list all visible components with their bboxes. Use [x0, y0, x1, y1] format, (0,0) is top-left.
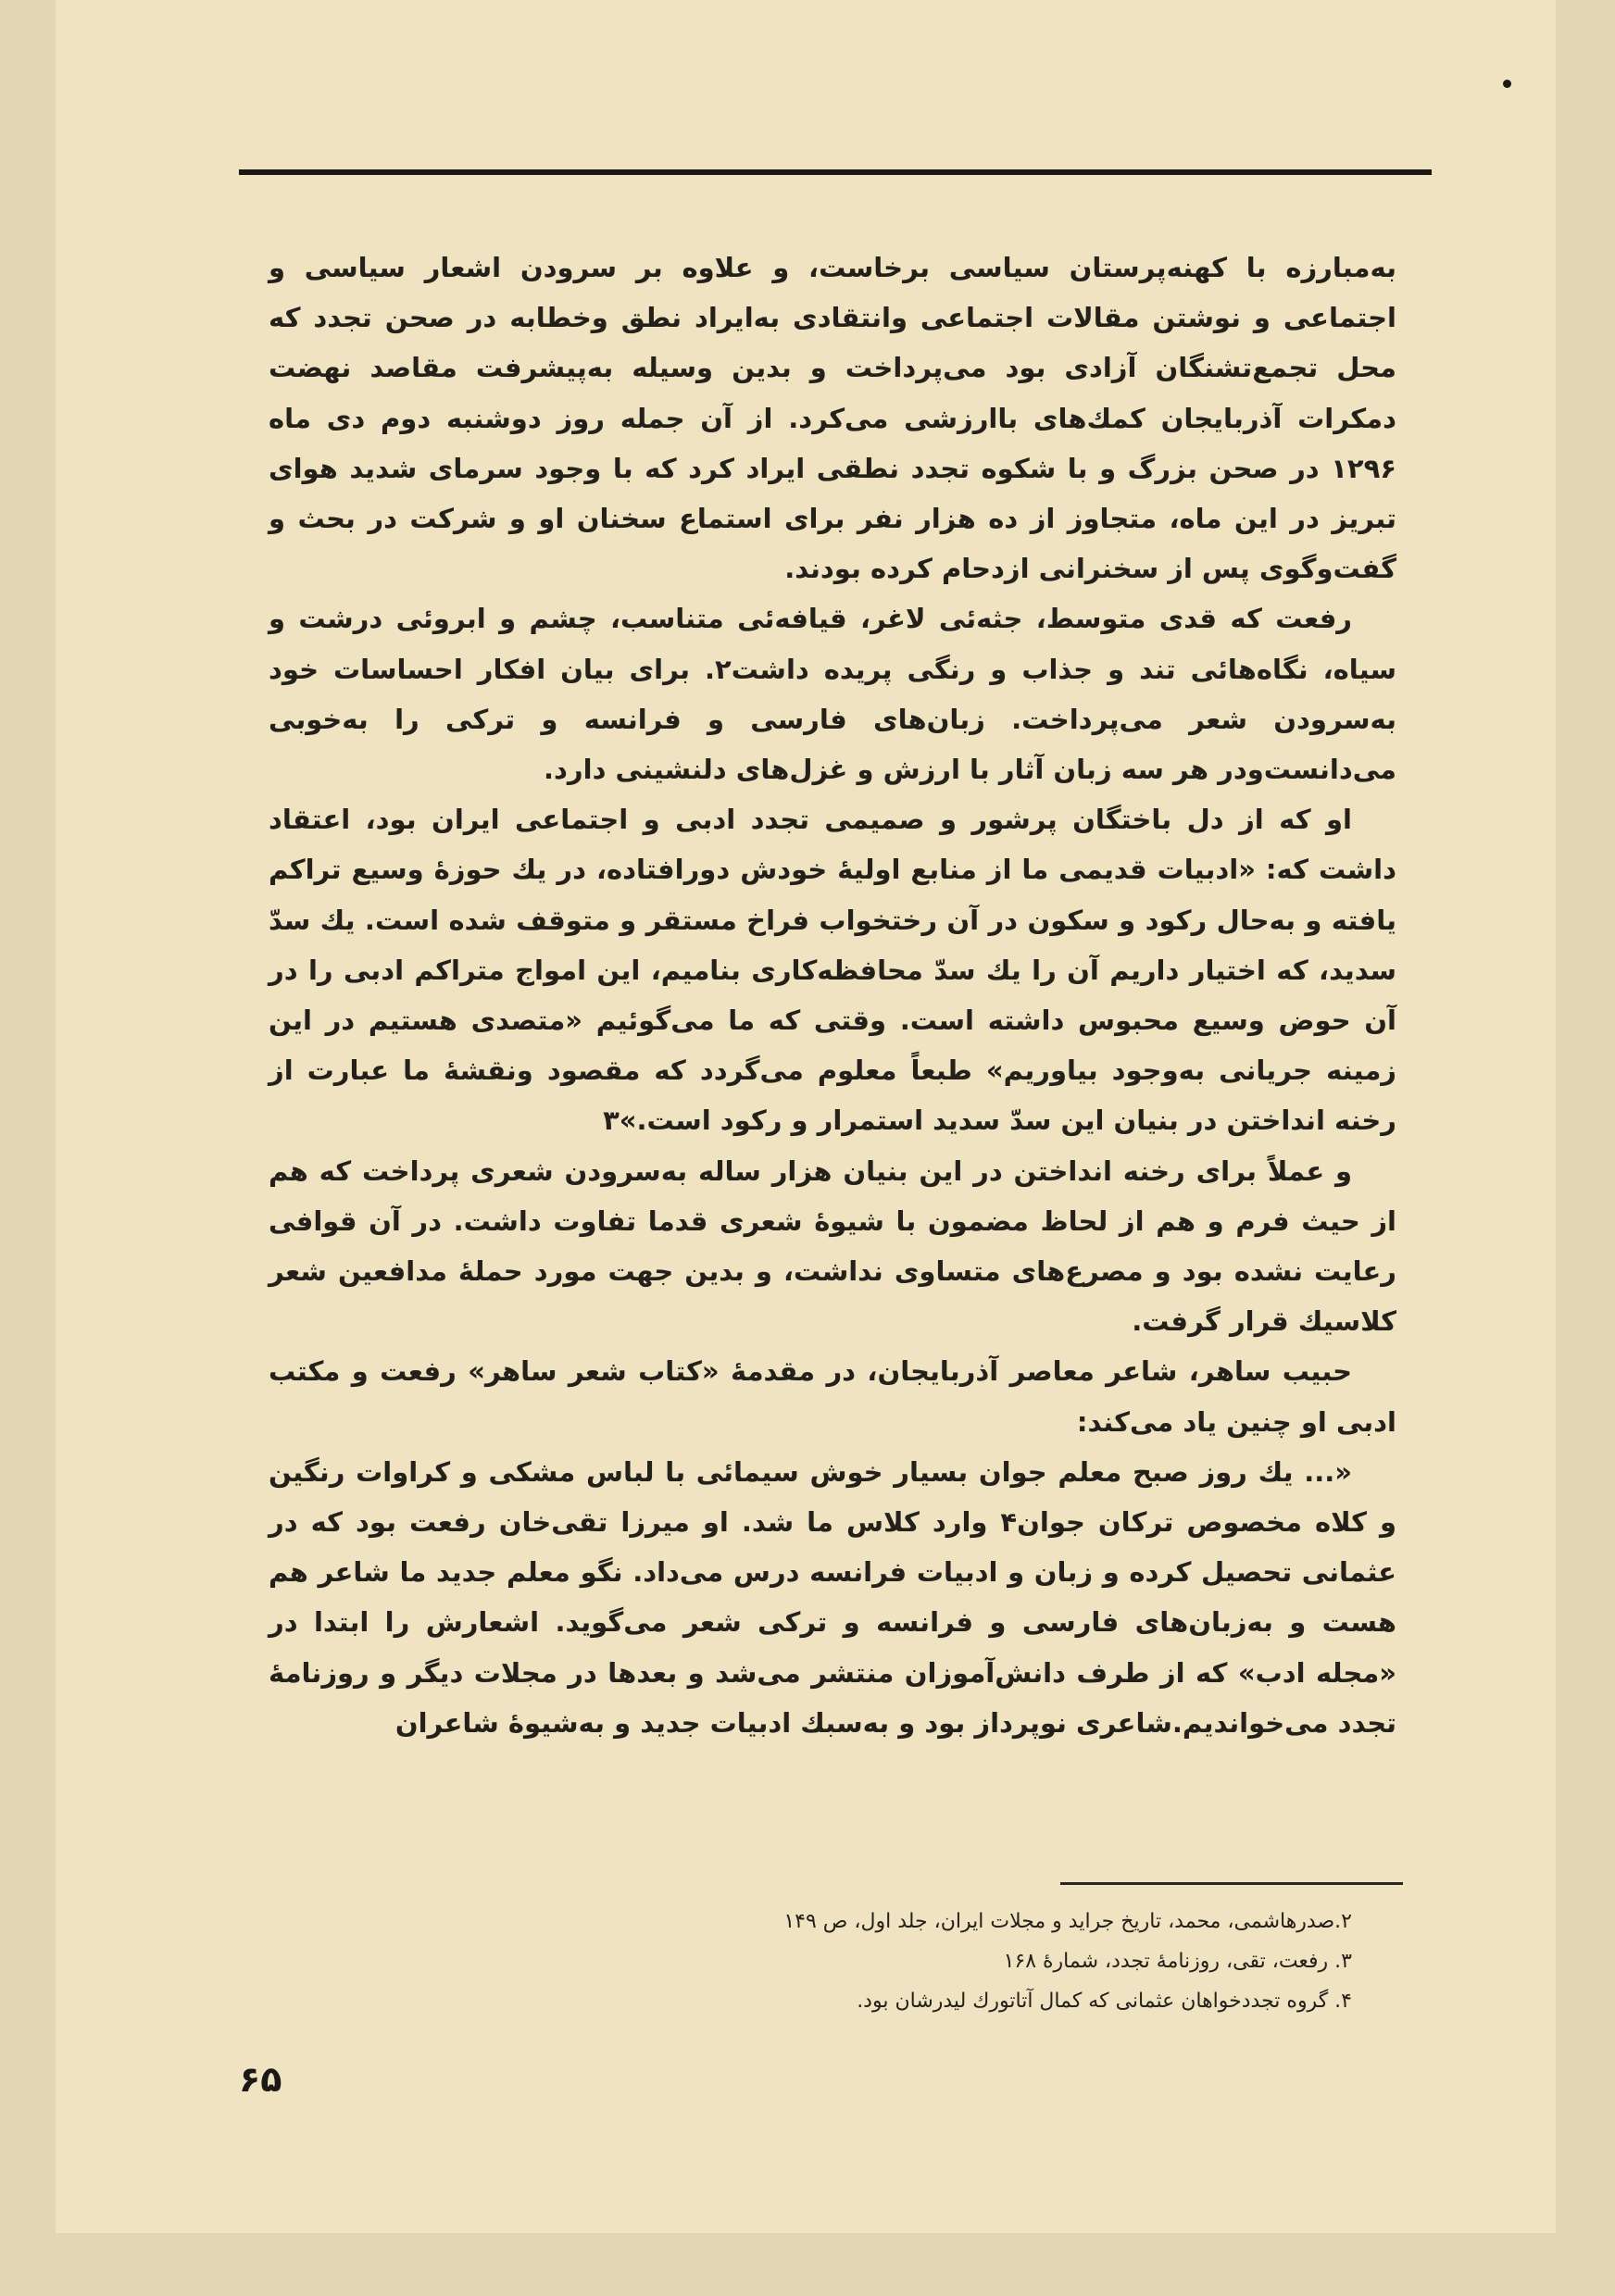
ink-dot	[1503, 80, 1511, 88]
footnote-3: ۳. رفعت، تقی، روزنامهٔ تجدد، شمارهٔ ۱۶۸	[1003, 1950, 1352, 1973]
paragraph-5: حبیب ساهر، شاعر معاصر آذربایجان، در مقدمهٔ «کتاب شعر ساهر» رفعت و مکتب ادبی او چنین یاد می‌کند:	[269, 1355, 1396, 1438]
footnotes	[648, 1902, 1352, 2021]
paragraph-1: به‌مبارزه با کهنه‌پرستان سیاسی برخاست، و علاوه بر سرودن اشعار سیاسی و اجتماعی و نوشتن مقالات اجتماعی وانتقادی به‌ایراد نطق وخطابه در صحن تجدد که محل تجمع‌تشنگان آزادی بود می‌پرداخت و بدین وسیله به‌پیشرفت مقاصد نهضت دمکرات آذربایجان کمك‌های باارزشی می‌کرد. از آن جمله روز دوشنبه دوم دی ماه ۱۲۹۶ در صحن بزرگ و با شکوه تجدد نطقی ایراد کرد که با وجود سرمای شدید هوای تبریز در این ماه، متجاوز از ده هزار نفر برای استماع سخنان او و شرکت در بحث و گفت‌وگوی پس از سخنرانی ازدحام کرده بودند.	[269, 252, 1396, 585]
paragraph-4: و عملاً برای رخنه انداختن در این بنیان هزار ساله به‌سرودن شعری پرداخت که هم از حیث فرم و هم از لحاظ مضمون با شیوهٔ شعری قدما تفاوت داشت. در آن قوافی رعایت نشده بود و مصرع‌های متساوی نداشت، و بدین جهت مورد حملهٔ مدافعین شعر کلاسیك قرار گرفت.	[269, 1154, 1396, 1338]
footnote-4: ۴. گروه تجددخواهان عثمانی که کمال آتاتورك لیدرشان بود.	[857, 1990, 1352, 2013]
body-text	[269, 243, 1396, 1748]
header-rule	[239, 169, 1432, 175]
footnote-rule	[1060, 1882, 1403, 1885]
paragraph-2: رفعت که قدی متوسط، جثه‌ئی لاغر، قیافه‌ئی متناسب، چشم و ابروئی درشت و سیاه، نگاه‌هائی تند و جذاب و رنگی پریده داشت۲. برای بیان افکار احساسات خود به‌سرودن شعر می‌پرداخت. زبان‌های فارسی و فرانسه و ترکی را به‌خوبی می‌دانست‌ودر هر سه زبان آثار با ارزش و غزل‌های دلنشینی دارد.	[269, 603, 1396, 786]
footnote-2: ۲.صدرهاشمی، محمد، تاریخ جراید و مجلات ایران، جلد اول، ص ۱۴۹	[783, 1910, 1352, 1933]
page-number: ۶۵	[239, 2059, 282, 2100]
paragraph-3: او که از دل باختگان پرشور و صمیمی تجدد ادبی و اجتماعی ایران بود، اعتقاد داشت که: «ادبیات قدیمی ما از منابع اولیهٔ خودش دورافتاده، در یك حوزهٔ وسیع تراکم یافته و به‌حال رکود و سکون در آن رختخواب فراخ مستقر و متوقف شده است. یك سدّ سدید، که اختیار داریم آن را یك سدّ محافظه‌کاری بنامیم، این امواج متراکم ادبی را در آن حوض وسیع محبوس داشته است. وقتی که ما می‌گوئیم «متصدی هستیم در این زمینه جریانی به‌وجود بیاوریم» طبعاً معلوم می‌گردد که مقصود ونقشهٔ ما عبارت از رخنه انداختن در بنیان این سدّ سدید استمرار و رکود است.»۳	[269, 804, 1396, 1137]
paragraph-6: «... یك روز صبح معلم جوان بسیار خوش سیمائی با لباس مشکی و کراوات رنگین و کلاه مخصوص ترکان جوان۴ وارد کلاس ما شد. او میرزا تقی‌خان رفعت بود که در عثمانی تحصیل کرده و زبان و ادبیات فرانسه درس می‌داد. نگو معلم جدید ما شاعر هم هست و به‌زبان‌های فارسی و فرانسه و ترکی شعر می‌گوید. اشعارش را ابتدا در «مجله ادب» که از طرف دانش‌آموزان منتشر می‌شد و بعدها در مجلات دیگر و روزنامهٔ تجدد می‌خواندیم.شاعری نوپرداز بود و به‌سبك ادبیات جدید و به‌شیوهٔ شاعران	[269, 1455, 1396, 1739]
